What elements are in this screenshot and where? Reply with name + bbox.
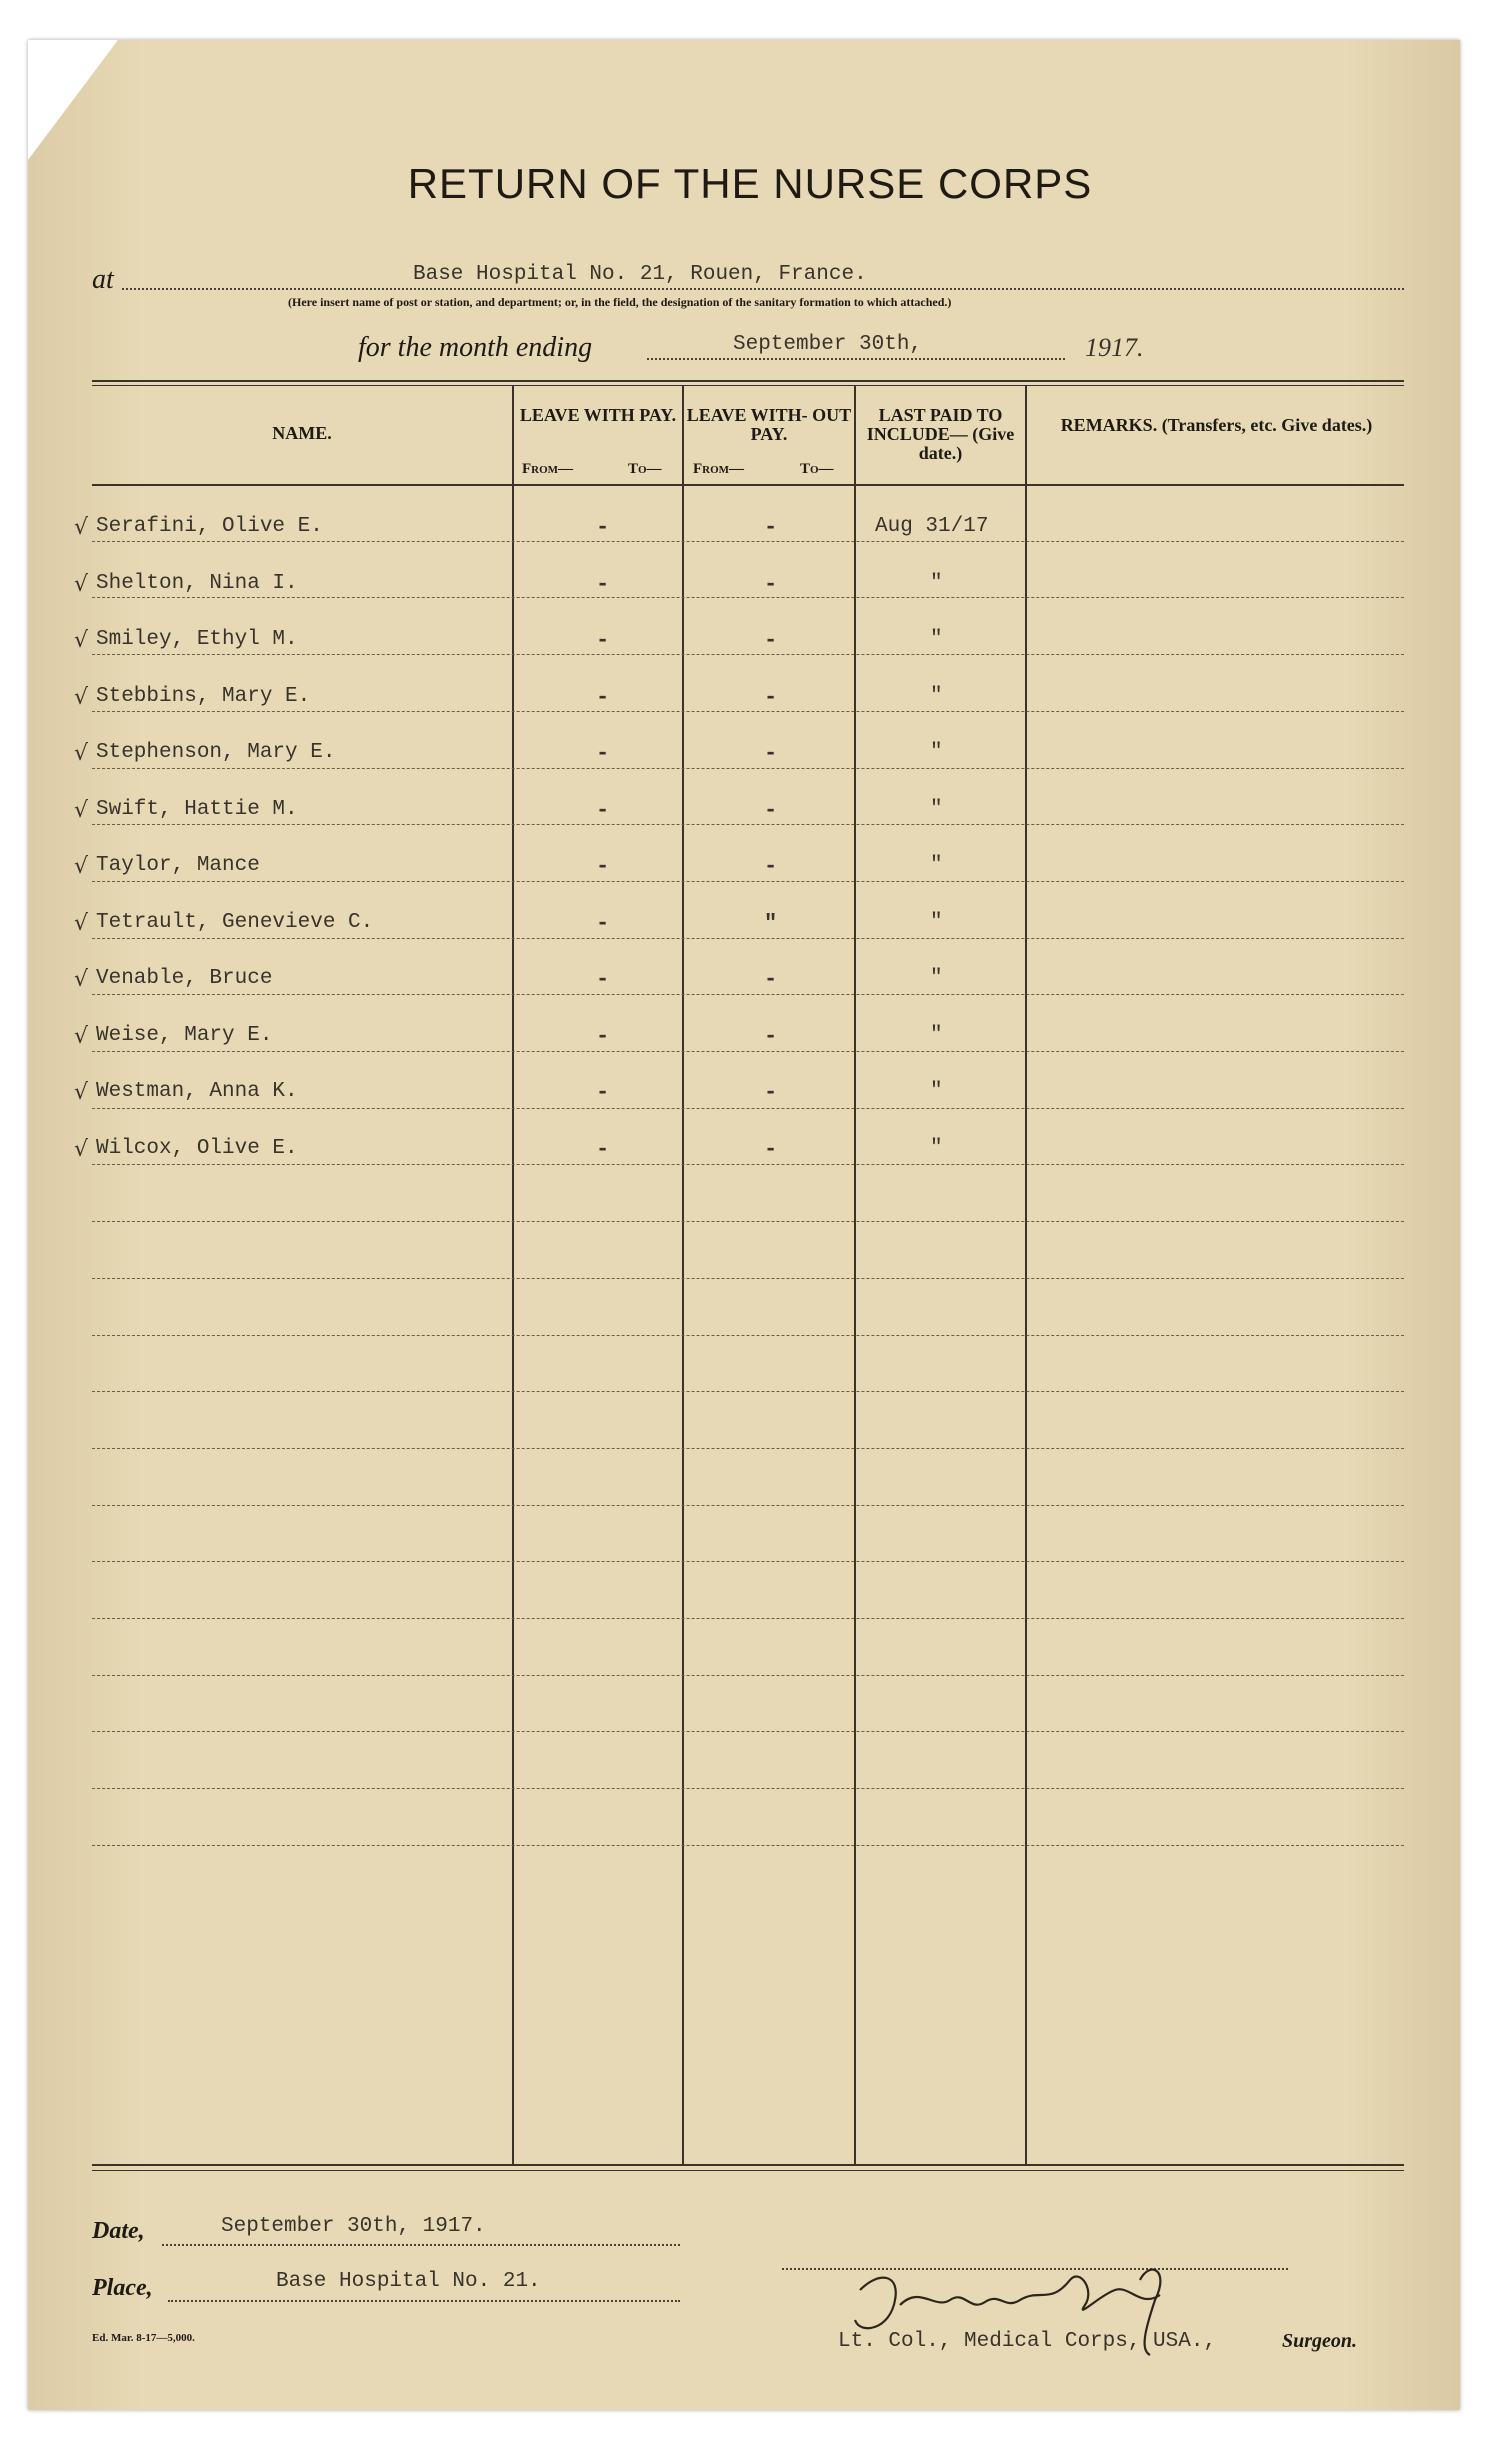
table-row-line [92,711,1404,712]
nurse-name: Tetrault, Genevieve C. [96,910,374,934]
last-paid-value: " [930,571,943,595]
check-mark: √ [74,1136,89,1162]
nurse-name: Wilcox, Olive E. [96,1136,298,1160]
table-row-line [92,654,1404,655]
header-bottom-border [92,484,1404,486]
at-label: at [92,264,114,295]
date-label: Date, [92,2218,145,2244]
nurse-name: Stebbins, Mary E. [96,684,311,708]
month-dotline [647,358,1065,360]
check-mark: √ [74,910,89,936]
table-row-line [92,938,1404,939]
leave-without-pay-value: - [764,1023,778,1049]
subheader-without-pay-to: To— [800,461,834,477]
nurse-name: Westman, Anna K. [96,1080,298,1103]
month-value: September 30th, [733,333,923,356]
nurse-name: Smiley, Ethyl M. [96,628,298,651]
date-dotline [162,2244,680,2246]
leave-without-pay-value: " [764,910,778,936]
subheader-without-pay-from: From— [693,461,745,477]
leave-with-pay-value: - [596,1023,610,1049]
last-paid-value: Aug 31/17 [875,515,989,538]
leave-without-pay-value: - [764,1080,778,1105]
surgeon-label: Surgeon. [1282,2330,1358,2352]
leave-with-pay-value: - [596,628,610,653]
check-mark: √ [74,854,89,879]
header-leave-with-pay: LEAVE WITH PAY. [519,405,677,425]
col-divider-2 [682,386,684,2164]
last-paid-value: " [930,1136,943,1160]
leave-without-pay-value: - [764,741,778,766]
table-row-line [92,1788,1404,1789]
col-divider-1 [512,386,514,2164]
last-paid-value: " [930,967,943,990]
last-paid-value: " [930,1080,943,1103]
paper-sheet [28,40,1460,2410]
header-leave-without-pay: LEAVE WITH- OUT PAY. [686,405,852,444]
leave-without-pay-value: - [764,1136,778,1162]
table-row-line [92,1108,1404,1109]
place-dotline [168,2300,680,2302]
table-row-line [92,1505,1404,1506]
leave-with-pay-value: - [596,910,610,936]
nurse-name: Stephenson, Mary E. [96,741,336,764]
leave-without-pay-value: - [764,571,778,597]
table-row-line [92,1675,1404,1676]
table-row-line [92,768,1404,769]
leave-with-pay-value: - [596,571,610,597]
station-dotline [122,288,1404,290]
nurse-name: Taylor, Mance [96,854,260,877]
table-bottom-border [92,2164,1404,2166]
table-row-line [92,1391,1404,1392]
table-row-line [92,1731,1404,1732]
table-top-border [92,380,1404,382]
leave-with-pay-value: - [596,797,610,823]
header-name: NAME. [272,423,332,443]
last-paid-value: " [930,854,943,877]
check-mark: √ [74,967,89,992]
header-last-paid: LAST PAID TO INCLUDE— (Give date.) [866,405,1015,463]
leave-without-pay-value: - [764,797,778,823]
last-paid-value: " [930,628,943,651]
table-row-line [92,597,1404,598]
nurse-name: Weise, Mary E. [96,1023,273,1047]
leave-without-pay-value: - [764,684,778,710]
subheader-with-pay-to: To— [628,461,662,477]
place-label: Place, [92,2275,153,2301]
month-label: for the month ending [358,332,593,363]
header-remarks: REMARKS. (Transfers, etc. Give dates.) [1060,415,1373,435]
torn-corner [28,40,118,160]
check-mark: √ [74,1023,89,1049]
table-row-line [92,1164,1404,1165]
leave-with-pay-value: - [596,854,610,879]
table-row-line [92,1448,1404,1449]
table-row-line [92,1278,1404,1279]
table-row-line [92,1335,1404,1336]
table-row-line [92,541,1404,542]
form-title: RETURN OF THE NURSE CORPS [407,160,1093,207]
table-row-line [92,1845,1404,1846]
check-mark: √ [74,571,89,597]
check-mark: √ [74,684,89,710]
leave-without-pay-value: - [764,854,778,879]
leave-with-pay-value: - [596,515,610,540]
last-paid-value: " [930,1023,943,1047]
nurse-name: Venable, Bruce [96,967,273,990]
check-mark: √ [74,741,89,766]
table-row-line [92,1561,1404,1562]
table-top-border-2 [92,385,1404,386]
leave-with-pay-value: - [596,741,610,766]
last-paid-value: " [930,797,943,821]
table-row-line [92,1221,1404,1222]
year-value: 1917. [1085,333,1144,362]
table-bottom-border-2 [92,2170,1404,2171]
nurse-name: Swift, Hattie M. [96,797,298,821]
leave-without-pay-value: - [764,628,778,653]
leave-with-pay-value: - [596,967,610,992]
last-paid-value: " [930,910,943,934]
leave-with-pay-value: - [596,1080,610,1105]
col-divider-3 [854,386,856,2164]
place-value: Base Hospital No. 21. [276,2270,541,2293]
edition-note: Ed. Mar. 8-17—5,000. [92,2332,195,2344]
table-row-line [92,824,1404,825]
date-value: September 30th, 1917. [221,2215,486,2238]
table-row-line [92,994,1404,995]
leave-with-pay-value: - [596,1136,610,1162]
table-row-line [92,881,1404,882]
nurse-name: Serafini, Olive E. [96,515,323,538]
station-value: Base Hospital No. 21, Rouen, France. [413,263,867,286]
leave-without-pay-value: - [764,967,778,992]
station-instruction: (Here insert name of post or station, and department; or, in the field, the designation of the sanitary formation to which attached.) [288,295,952,309]
signature-typed: Lt. Col., Medical Corps, USA., [838,2330,1217,2353]
leave-with-pay-value: - [596,684,610,710]
check-mark: √ [74,628,89,653]
col-divider-4 [1025,386,1027,2164]
nurse-name: Shelton, Nina I. [96,571,298,595]
table-row-line [92,1051,1404,1052]
check-mark: √ [74,797,89,823]
last-paid-value: " [930,684,943,708]
last-paid-value: " [930,741,943,764]
check-mark: √ [74,515,89,540]
check-mark: √ [74,1080,89,1105]
table-row-line [92,1618,1404,1619]
leave-without-pay-value: - [764,515,778,540]
subheader-with-pay-from: From— [522,461,574,477]
